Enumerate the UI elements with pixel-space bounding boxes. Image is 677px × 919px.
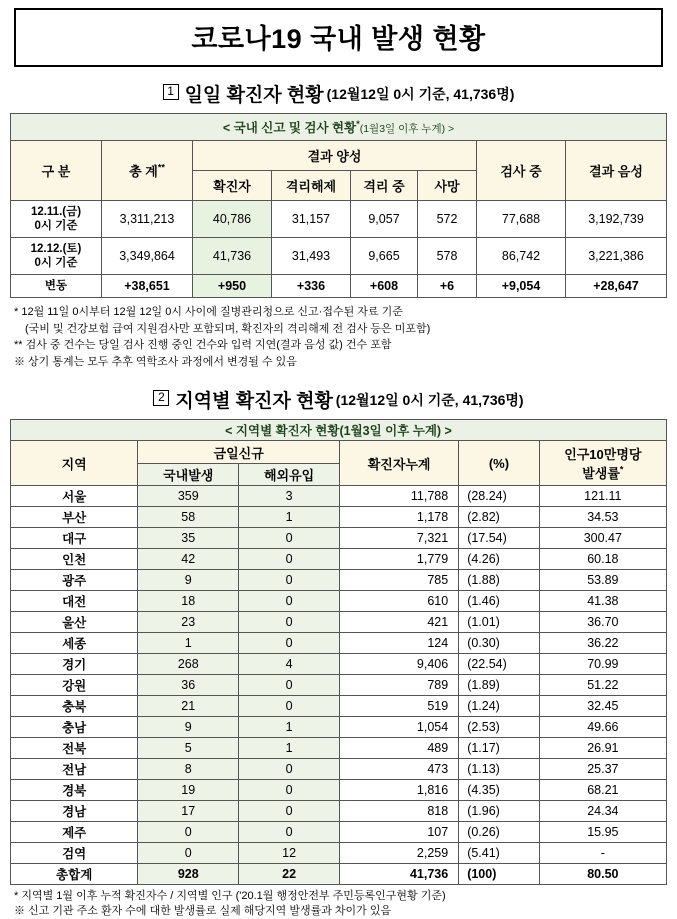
cell-region: 울산: [11, 612, 138, 633]
table-row: [11, 738, 667, 759]
note-line: ※ 상기 통계는 모두 추후 역학조사 과정에서 변경될 수 있음: [14, 355, 297, 368]
cell-imported: 1: [239, 507, 340, 528]
cell-pct: (100): [459, 864, 539, 885]
cell-imported: 0: [239, 549, 340, 570]
section1-heading: [0, 80, 677, 107]
daily-status-table: [10, 113, 667, 298]
cell-testing: 77,688: [477, 201, 566, 238]
row-label-top: 12.12.(토): [30, 243, 82, 255]
cell-imported: 0: [239, 780, 340, 801]
cell-isolating: 9,665: [351, 238, 418, 275]
cell-imported: 0: [239, 570, 340, 591]
cell-domestic: 0: [138, 822, 239, 843]
cell-rate: 53.89: [539, 570, 666, 591]
cell-cumulative: 1,816: [340, 780, 459, 801]
cell-region: 인천: [11, 549, 138, 570]
cell-imported: 0: [239, 612, 340, 633]
cell-cumulative: 124: [340, 633, 459, 654]
cell-testing: +9,054: [477, 275, 566, 298]
cell-rate: 60.18: [539, 549, 666, 570]
cell-testing: 86,742: [477, 238, 566, 275]
th-total-label: 총 계: [129, 164, 158, 179]
cell-cumulative: 785: [340, 570, 459, 591]
table-row: [11, 759, 667, 780]
cell-pct: (28.24): [459, 486, 539, 507]
cell-cumulative: 7,321: [340, 528, 459, 549]
th-gubun: 구 분: [11, 141, 102, 201]
row-label: [11, 201, 102, 238]
cell-imported: 0: [239, 801, 340, 822]
cell-region: 충남: [11, 717, 138, 738]
row-label: 변동: [11, 275, 102, 298]
cell-domestic: 359: [138, 486, 239, 507]
cell-domestic: 5: [138, 738, 239, 759]
section2-heading: [0, 386, 677, 413]
cell-region: 경남: [11, 801, 138, 822]
table2-wrapper: [10, 419, 667, 885]
section2-notes: [14, 889, 665, 919]
table-row: [11, 780, 667, 801]
cell-total: 3,349,864: [102, 238, 193, 275]
table-row: [11, 528, 667, 549]
cell-imported: 12: [239, 843, 340, 864]
table-row: [11, 238, 667, 275]
cell-domestic: 9: [138, 717, 239, 738]
cell-pct: (22.54): [459, 654, 539, 675]
row-label-bottom: 0시 기준: [34, 220, 78, 232]
section2-subtitle: (12월12일 0시 기준, 41,736명): [335, 391, 524, 408]
th-testing: 검사 중: [477, 141, 566, 201]
cell-released: 31,157: [272, 201, 351, 238]
cell-total: +38,651: [102, 275, 193, 298]
cell-pct: (1.89): [459, 675, 539, 696]
th-rate-sup: *: [619, 464, 624, 475]
th-rate-line1: 인구10만명당: [564, 447, 642, 462]
th-rate: [539, 441, 666, 486]
table-row: [11, 549, 667, 570]
cell-imported: 0: [239, 591, 340, 612]
table-row: [11, 675, 667, 696]
th-total: [102, 141, 193, 201]
cell-cumulative: 489: [340, 738, 459, 759]
cell-cumulative: 519: [340, 696, 459, 717]
table1-caption: [11, 114, 667, 141]
table1-caption-main: < 국내 신고 및 검사 현황: [222, 121, 357, 135]
cell-death: 572: [418, 201, 477, 238]
table-row: [11, 633, 667, 654]
cell-rate: 49.66: [539, 717, 666, 738]
cell-domestic: 36: [138, 675, 239, 696]
cell-rate: 70.99: [539, 654, 666, 675]
th-confirmed: 확진자: [193, 171, 272, 201]
cell-imported: 0: [239, 696, 340, 717]
th-today-new: 금일신규: [138, 441, 340, 464]
table-row: [11, 654, 667, 675]
cell-cumulative: 421: [340, 612, 459, 633]
cell-domestic: 1: [138, 633, 239, 654]
cell-cumulative: 610: [340, 591, 459, 612]
section2-number: 2: [153, 390, 169, 406]
note-line: ** 검사 중 건수는 당일 검사 진행 중인 건수와 입력 지연(결과 음성 값) 건수 포함: [14, 339, 392, 351]
cell-imported: 0: [239, 822, 340, 843]
cell-pct: (1.96): [459, 801, 539, 822]
cell-domestic: 21: [138, 696, 239, 717]
cell-domestic: 9: [138, 570, 239, 591]
th-positive: 결과 양성: [193, 141, 477, 171]
table-row: [11, 275, 667, 298]
cell-cumulative: 473: [340, 759, 459, 780]
table-row: [11, 822, 667, 843]
cell-imported: 0: [239, 633, 340, 654]
cell-pct: (17.54): [459, 528, 539, 549]
cell-rate: 41.38: [539, 591, 666, 612]
cell-region: 부산: [11, 507, 138, 528]
table-row: [11, 201, 667, 238]
cell-negative: 3,192,739: [566, 201, 667, 238]
table-row: [11, 570, 667, 591]
cell-rate: 26.91: [539, 738, 666, 759]
cell-region: 광주: [11, 570, 138, 591]
cell-region: 세종: [11, 633, 138, 654]
note-line: ※ 신고 기관 주소 환자 수에 대한 발생률로 실제 해당지역 발생률과 차이가 있음: [14, 905, 392, 917]
table2-caption-row: [11, 420, 667, 441]
cell-isolating: +608: [351, 275, 418, 298]
table-row: [11, 696, 667, 717]
cell-domestic: 35: [138, 528, 239, 549]
cell-cumulative: 1,779: [340, 549, 459, 570]
page-title: [14, 8, 663, 67]
cell-rate: 51.22: [539, 675, 666, 696]
cell-rate: 68.21: [539, 780, 666, 801]
cell-cumulative: 2,259: [340, 843, 459, 864]
cell-cumulative: 1,054: [340, 717, 459, 738]
cell-pct: (4.35): [459, 780, 539, 801]
section1-subtitle: (12월12일 0시 기준, 41,736명): [326, 85, 515, 102]
note-line: * 12월 11일 0시부터 12월 12일 0시 사이에 질병관리청으로 신고·접수된 자료 기준: [14, 306, 403, 318]
cell-pct: (1.24): [459, 696, 539, 717]
cell-imported: 0: [239, 759, 340, 780]
th-region: 지역: [11, 441, 138, 486]
cell-cumulative: 1,178: [340, 507, 459, 528]
table-row: [11, 717, 667, 738]
th-death: 사망: [418, 171, 477, 201]
cell-region: 대구: [11, 528, 138, 549]
cell-domestic: 0: [138, 843, 239, 864]
cell-imported: 1: [239, 717, 340, 738]
section1-number: 1: [163, 84, 179, 100]
cell-imported: 1: [239, 738, 340, 759]
table1-caption-sup: *: [356, 118, 360, 129]
table-row: [11, 486, 667, 507]
row-label: [11, 238, 102, 275]
cell-confirmed: 40,786: [193, 201, 272, 238]
cell-pct: (1.01): [459, 612, 539, 633]
th-negative: 결과 음성: [566, 141, 667, 201]
table-row: [11, 507, 667, 528]
cell-pct: (0.30): [459, 633, 539, 654]
table-row: [11, 591, 667, 612]
cell-rate: 36.70: [539, 612, 666, 633]
th-imported: 해외유입: [239, 464, 340, 486]
table1-header-row-1: [11, 141, 667, 171]
cell-domestic: 19: [138, 780, 239, 801]
cell-released: 31,493: [272, 238, 351, 275]
cell-cumulative: 11,788: [340, 486, 459, 507]
cell-domestic: 58: [138, 507, 239, 528]
th-pct: (%): [459, 441, 539, 486]
cell-domestic: 268: [138, 654, 239, 675]
cell-rate: -: [539, 843, 666, 864]
cell-pct: (5.41): [459, 843, 539, 864]
cell-isolating: 9,057: [351, 201, 418, 238]
cell-imported: 3: [239, 486, 340, 507]
cell-pct: (2.53): [459, 717, 539, 738]
section2-title: 지역별 확진자 현황: [175, 391, 333, 412]
cell-imported: 0: [239, 675, 340, 696]
report-page: [0, 8, 677, 917]
cell-total: 3,311,213: [102, 201, 193, 238]
table1-wrapper: [10, 113, 667, 298]
cell-cumulative: 9,406: [340, 654, 459, 675]
cell-region: 전남: [11, 759, 138, 780]
th-domestic: 국내발생: [138, 464, 239, 486]
cell-rate: 300.47: [539, 528, 666, 549]
cell-confirmed: 41,736: [193, 238, 272, 275]
cell-imported: 22: [239, 864, 340, 885]
cell-region: 충북: [11, 696, 138, 717]
cell-region: 대전: [11, 591, 138, 612]
cell-region: 전북: [11, 738, 138, 759]
cell-rate: 34.53: [539, 507, 666, 528]
region-status-table: [10, 419, 667, 885]
row-label-top: 12.11.(금): [30, 206, 82, 218]
cell-pct: (0.26): [459, 822, 539, 843]
cell-negative: +28,647: [566, 275, 667, 298]
cell-region: 제주: [11, 822, 138, 843]
page-title-text: 코로나19 국내 발생 현황: [191, 24, 486, 54]
cell-confirmed: +950: [193, 275, 272, 298]
cell-pct: (1.13): [459, 759, 539, 780]
th-rate-line2: 발생률: [582, 466, 620, 481]
table1-caption-row: [11, 114, 667, 141]
cell-death: +6: [418, 275, 477, 298]
cell-cumulative: 789: [340, 675, 459, 696]
cell-pct: (4.26): [459, 549, 539, 570]
cell-region: 경북: [11, 780, 138, 801]
cell-region: 강원: [11, 675, 138, 696]
table2-header-row-1: [11, 441, 667, 464]
cell-rate: 32.45: [539, 696, 666, 717]
cell-domestic: 928: [138, 864, 239, 885]
th-released: 격리해제: [272, 171, 351, 201]
note-line: (국비 및 건강보험 급여 지원검사만 포함되며, 확진자의 격리해제 전 검사 등은 미포함): [25, 322, 431, 335]
cell-rate: 24.34: [539, 801, 666, 822]
cell-negative: 3,221,386: [566, 238, 667, 275]
cell-domestic: 17: [138, 801, 239, 822]
table1-caption-tail: (1월3일 이후 누계) >: [359, 123, 455, 135]
note-line: * 지역별 1월 이후 누적 확진자수 / 지역별 인구 ('20.1월 행정안전부 주민등록인구현황 기준): [14, 890, 446, 902]
cell-region: 서울: [11, 486, 138, 507]
table-row: [11, 801, 667, 822]
section1-notes: [14, 304, 665, 370]
th-cumulative: 확진자누계: [340, 441, 459, 486]
cell-pct: (1.46): [459, 591, 539, 612]
cell-imported: 4: [239, 654, 340, 675]
cell-cumulative: 41,736: [340, 864, 459, 885]
cell-pct: (1.17): [459, 738, 539, 759]
row-label-bottom: 0시 기준: [34, 257, 78, 269]
cell-domestic: 18: [138, 591, 239, 612]
table-total-row: [11, 864, 667, 885]
cell-rate: 36.22: [539, 633, 666, 654]
cell-rate: 25.37: [539, 759, 666, 780]
cell-imported: 0: [239, 528, 340, 549]
table2-caption: < 지역별 확진자 현황(1월3일 이후 누계) >: [11, 420, 667, 441]
cell-rate: 121.11: [539, 486, 666, 507]
cell-rate: 15.95: [539, 822, 666, 843]
cell-cumulative: 818: [340, 801, 459, 822]
cell-domestic: 42: [138, 549, 239, 570]
cell-pct: (1.88): [459, 570, 539, 591]
th-total-sup: **: [157, 162, 165, 173]
th-isolating: 격리 중: [351, 171, 418, 201]
cell-domestic: 8: [138, 759, 239, 780]
cell-region: 검역: [11, 843, 138, 864]
table-row: [11, 612, 667, 633]
cell-rate: 80.50: [539, 864, 666, 885]
table-row: [11, 843, 667, 864]
section1-title: 일일 확진자 현황: [184, 85, 324, 106]
cell-released: +336: [272, 275, 351, 298]
cell-pct: (2.82): [459, 507, 539, 528]
cell-domestic: 23: [138, 612, 239, 633]
cell-death: 578: [418, 238, 477, 275]
cell-cumulative: 107: [340, 822, 459, 843]
cell-region: 총합계: [11, 864, 138, 885]
cell-region: 경기: [11, 654, 138, 675]
